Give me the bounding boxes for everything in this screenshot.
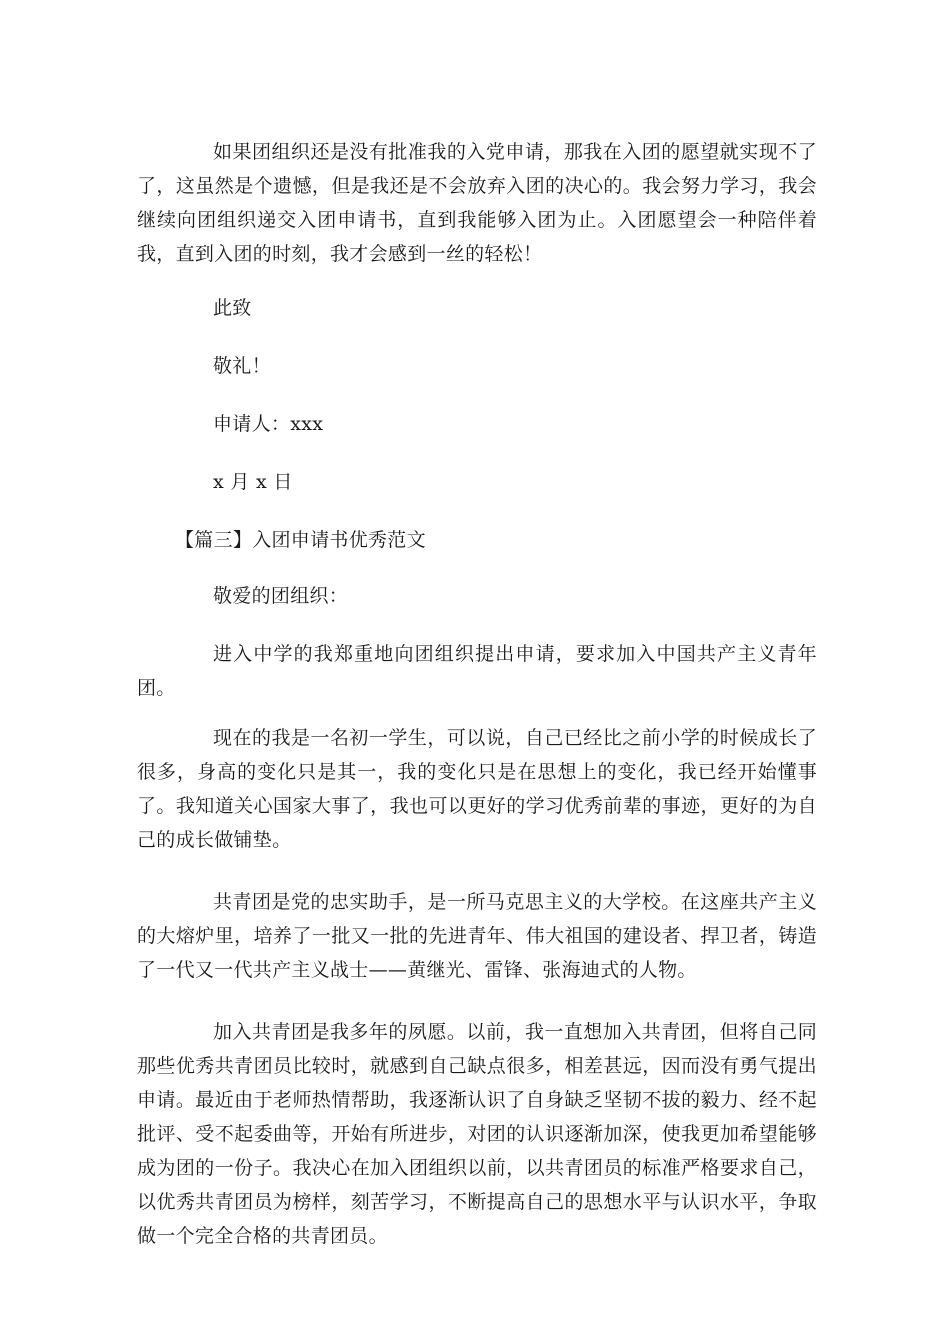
paragraph-1: 进入中学的我郑重地向团组织提出申请，要求加入中国共产主义青年团。 xyxy=(137,643,817,699)
closing-jingli: 敬礼！ xyxy=(213,355,271,377)
paragraph-4: 加入共青团是我多年的夙愿。以前，我一直想加入共青团，但将自己同那些优秀共青团员比较时，就感到自己缺点很多，相差甚远，因而没有勇气提出申请。最近由于老师热情帮助，我逐渐认识了自身缺乏坚韧不拔的毅力、经不起批评、受不起委曲等，开始有所进步，对团的认识逐渐加深，使我更加希望能够成为团的一份子。我决心在加入团组织以前，以共青团员的标准严格要求自己，以优秀共青团员为榜样，刻苦学习，不断提高自己的思想水平与认识水平，争取做一个完全合格的共青团员。 xyxy=(137,1021,817,1247)
applicant-line: 申请人：xxx xyxy=(213,413,324,435)
closing-cizhi: 此致 xyxy=(213,297,252,319)
paragraph-3: 共青团是党的忠实助手，是一所马克思主义的大学校。在这座共产主义的大熔炉里，培养了一批又一批的先进青年、伟大祖国的建设者、捍卫者，铸造了一代又一代共产主义战士——黄继光、雷锋、张海迪式的人物。 xyxy=(137,891,817,981)
salutation: 敬爱的团组织： xyxy=(213,585,349,607)
paragraph-2: 现在的我是一名初一学生，可以说，自己已经比之前小学的时候成长了很多，身高的变化只是其一，我的变化只是在思想上的变化，我已经开始懂事了。我知道关心国家大事了，我也可以更好的学习优秀前辈的事迹，更好的为自己的成长做铺垫。 xyxy=(137,727,817,851)
document-body xyxy=(137,135,817,1273)
date-line: x 月 x 日 xyxy=(213,471,293,493)
section-heading: 【篇三】入团申请书优秀范文 xyxy=(175,529,426,551)
paragraph-intro: 如果团组织还是没有批准我的入党申请，那我在入团的愿望就实现不了了，这虽然是个遗憾，但是我还是不会放弃入团的决心的。我会努力学习，我会继续向团组织递交入团申请书，直到我能够入团为止。入团愿望会一种陪伴着我，直到入团的时刻，我才会感到一丝的轻松！ xyxy=(137,141,817,265)
